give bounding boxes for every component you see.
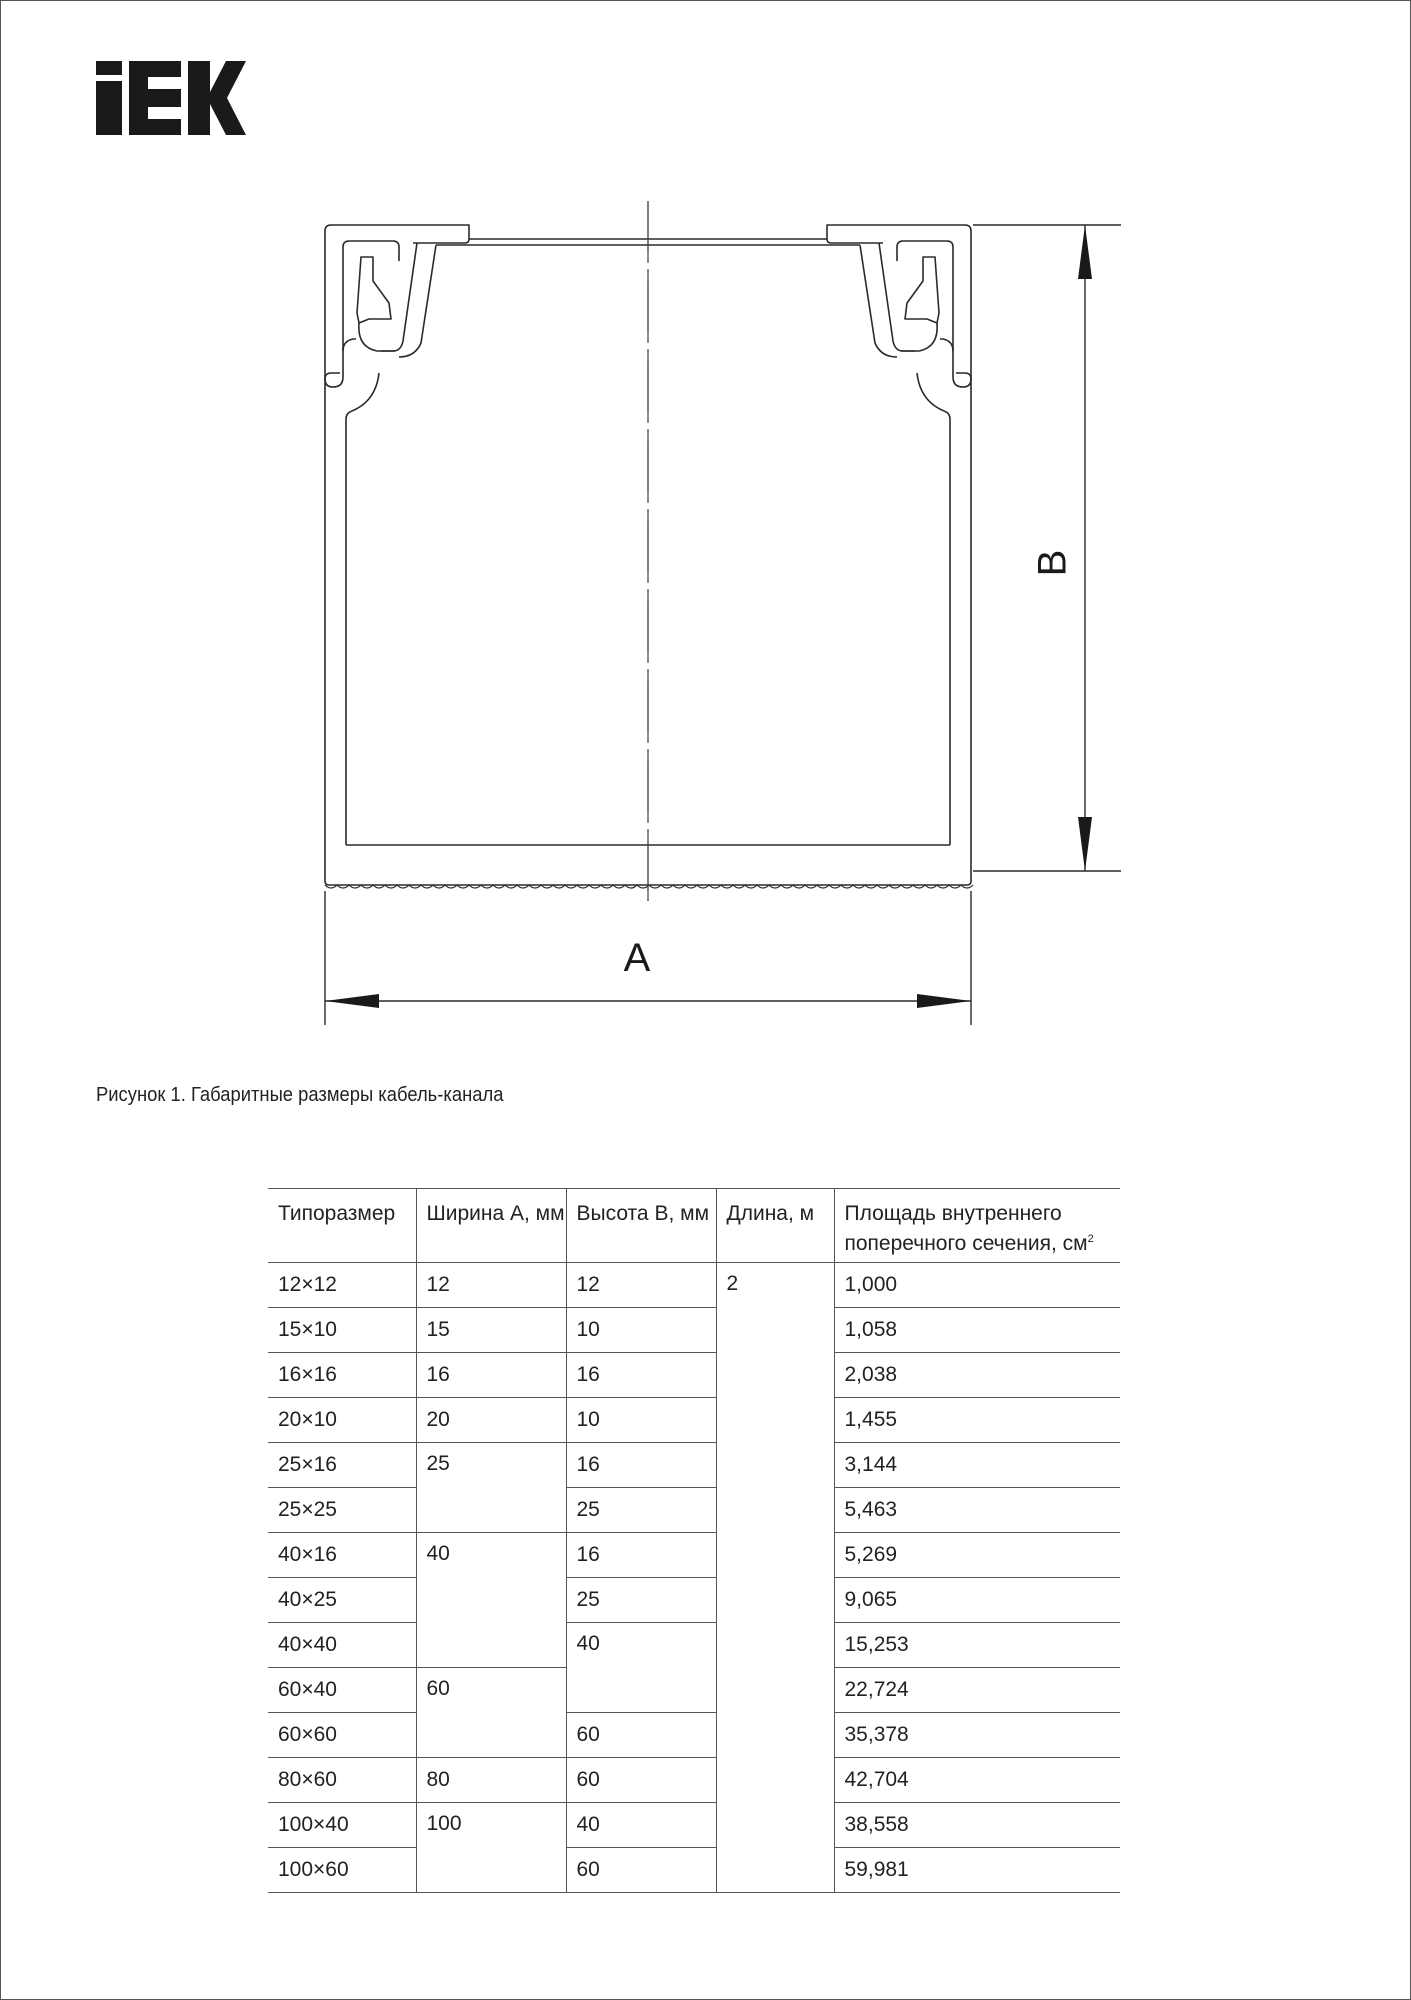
header-area-line1: Площадь внутреннего — [844, 1202, 1062, 1225]
table-row — [268, 1263, 1120, 1308]
cell-area: 1,000 — [834, 1263, 1120, 1308]
table-header-row — [268, 1189, 1120, 1263]
cell-height: 25 — [566, 1488, 716, 1533]
cell-area: 2,038 — [834, 1353, 1120, 1398]
cell-type: 40×40 — [268, 1623, 416, 1668]
header-type: Типоразмер — [268, 1189, 416, 1263]
cell-height: 40 — [566, 1803, 716, 1848]
cell-type: 60×60 — [268, 1713, 416, 1758]
cell-type: 40×16 — [268, 1533, 416, 1578]
cell-width: 25 — [416, 1443, 566, 1533]
dimension-b-label: B — [1030, 549, 1075, 577]
cell-type: 100×60 — [268, 1848, 416, 1893]
cell-type: 25×16 — [268, 1443, 416, 1488]
table-row — [268, 1533, 1120, 1578]
table-row — [268, 1713, 1120, 1758]
table-row — [268, 1623, 1120, 1668]
header-width: Ширина А, мм — [416, 1189, 566, 1263]
figure-caption: Рисунок 1. Габаритные размеры кабель-канала — [96, 1084, 504, 1106]
cell-height: 60 — [566, 1713, 716, 1758]
cell-area: 1,455 — [834, 1398, 1120, 1443]
cell-area: 5,463 — [834, 1488, 1120, 1533]
cell-area: 9,065 — [834, 1578, 1120, 1623]
header-area-sup: 2 — [1087, 1233, 1094, 1245]
table-row — [268, 1353, 1120, 1398]
cell-type: 12×12 — [268, 1263, 416, 1308]
header-area — [834, 1189, 1120, 1263]
cell-width: 60 — [416, 1668, 566, 1758]
header-length: Длина, м — [716, 1189, 834, 1263]
iek-logo — [96, 61, 246, 135]
cell-height: 16 — [566, 1443, 716, 1488]
table-row — [268, 1848, 1120, 1893]
cell-area: 15,253 — [834, 1623, 1120, 1668]
cell-height: 60 — [566, 1848, 716, 1893]
cell-type: 40×25 — [268, 1578, 416, 1623]
cell-length: 2 — [716, 1263, 834, 1893]
header-height: Высота В, мм — [566, 1189, 716, 1263]
table-row — [268, 1398, 1120, 1443]
cell-area: 1,058 — [834, 1308, 1120, 1353]
cell-width: 15 — [416, 1308, 566, 1353]
cell-type: 100×40 — [268, 1803, 416, 1848]
cell-height: 16 — [566, 1353, 716, 1398]
cell-area: 35,378 — [834, 1713, 1120, 1758]
cell-height: 60 — [566, 1758, 716, 1803]
header-area-line2: поперечного сечения, см — [844, 1232, 1088, 1255]
cell-type: 80×60 — [268, 1758, 416, 1803]
cell-type: 20×10 — [268, 1398, 416, 1443]
table-row — [268, 1443, 1120, 1488]
cell-width: 16 — [416, 1353, 566, 1398]
cell-height: 16 — [566, 1533, 716, 1578]
cell-type: 25×25 — [268, 1488, 416, 1533]
table-row — [268, 1578, 1120, 1623]
cable-channel-drawing — [301, 201, 1151, 1041]
cell-area: 59,981 — [834, 1848, 1120, 1893]
cell-area: 5,269 — [834, 1533, 1120, 1578]
cell-area: 42,704 — [834, 1758, 1120, 1803]
cell-width: 20 — [416, 1398, 566, 1443]
table-row — [268, 1803, 1120, 1848]
cell-type: 16×16 — [268, 1353, 416, 1398]
dimensions-table — [268, 1188, 1120, 1893]
cell-width: 100 — [416, 1803, 566, 1893]
cell-width: 80 — [416, 1758, 566, 1803]
cell-type: 15×10 — [268, 1308, 416, 1353]
cell-height: 10 — [566, 1398, 716, 1443]
cell-area: 22,724 — [834, 1668, 1120, 1713]
table-row — [268, 1758, 1120, 1803]
cell-area: 38,558 — [834, 1803, 1120, 1848]
table-row — [268, 1308, 1120, 1353]
cell-height: 40 — [566, 1623, 716, 1713]
cell-area: 3,144 — [834, 1443, 1120, 1488]
cell-width: 40 — [416, 1533, 566, 1668]
cell-width: 12 — [416, 1263, 566, 1308]
cell-height: 10 — [566, 1308, 716, 1353]
dimension-a-label: A — [623, 936, 651, 980]
cell-height: 25 — [566, 1578, 716, 1623]
cell-height: 12 — [566, 1263, 716, 1308]
table-row — [268, 1488, 1120, 1533]
cell-type: 60×40 — [268, 1668, 416, 1713]
